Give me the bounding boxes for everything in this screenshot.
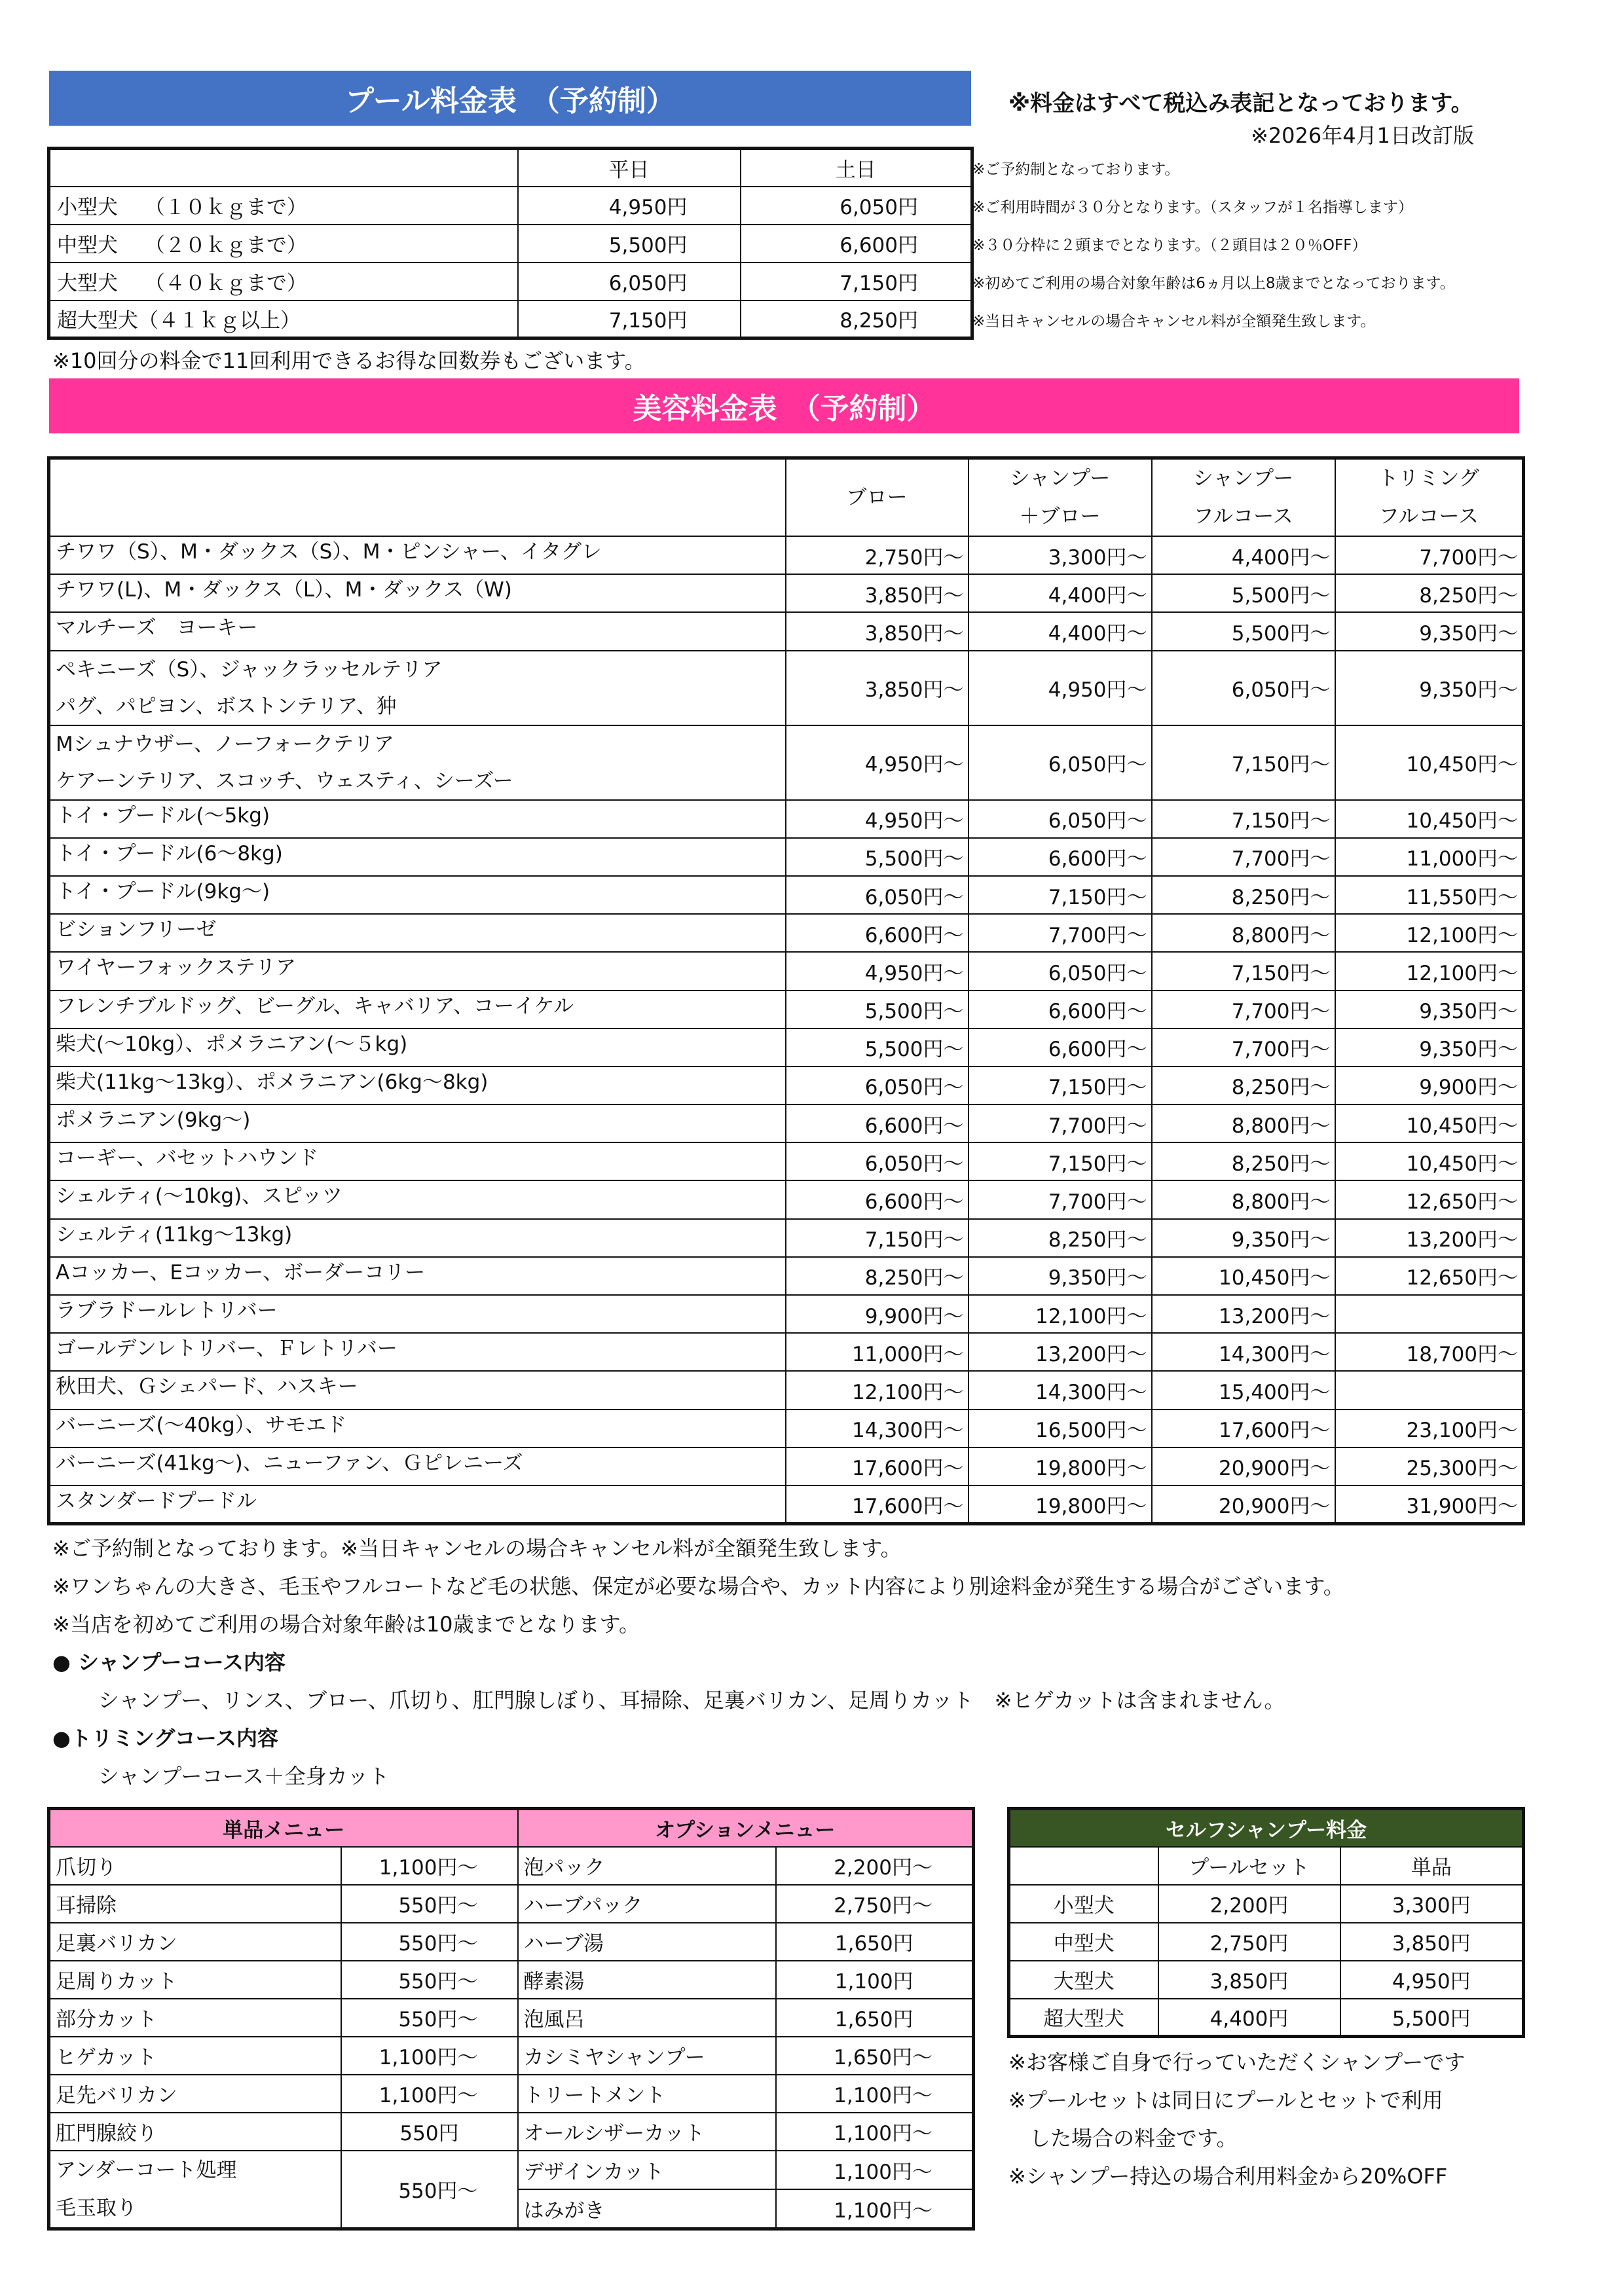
price-blow: 4,950円～ [786,800,969,838]
self-size: 大型犬 [1009,1961,1158,1999]
breed-line: シェルティ(11kg～13kg) [56,1222,293,1247]
breed-name [49,876,786,914]
grooming-row [49,1295,1524,1333]
price-trim-full: 25,300円～ [1335,1448,1524,1485]
option-item-price: 1,100円～ [776,2075,974,2113]
single-item-name-line: アンダーコート処理 [56,2158,237,2182]
price-shampoo-full: 17,600円～ [1152,1410,1335,1448]
menu-row [49,2151,974,2190]
grooming-row [49,1371,1524,1409]
price-shampoo-blow: 4,950円～ [969,651,1152,725]
breed-line: マルチーズ ヨーキー [56,616,258,640]
grooming-header-row [49,458,1524,537]
pool-weekday-price: 7,150円 [518,301,741,338]
price-trim-full [1335,1295,1524,1333]
price-shampoo-full: 20,900円～ [1152,1448,1335,1485]
price-shampoo-full: 8,800円～ [1152,1180,1335,1218]
price-shampoo-blow: 12,100円～ [969,1295,1152,1333]
price-shampoo-blow: 6,600円～ [969,838,1152,876]
price-shampoo-full: 14,300円～ [1152,1333,1335,1371]
price-shampoo-blow: 6,050円～ [969,952,1152,990]
self-shampoo-note: ※プールセットは同日にプールとセットで利用 [1008,2088,1443,2113]
revision-note: ※2026年4月1日改訂版 [1251,123,1474,148]
price-blow: 3,850円～ [786,651,969,725]
grooming-row [49,800,1524,838]
option-item-price: 1,100円 [776,1961,974,1999]
price-trim-full: 23,100円～ [1335,1410,1524,1448]
price-trim-full: 8,250円～ [1335,574,1524,612]
price-trim-full: 12,100円～ [1335,952,1524,990]
price-trim-full: 12,100円～ [1335,914,1524,952]
breed-name [49,991,786,1029]
price-shampoo-full: 7,700円～ [1152,1029,1335,1066]
grooming-row [49,1029,1524,1066]
price-blow: 3,850円～ [786,612,969,650]
self-col-blank [1009,1847,1158,1885]
self-shampoo-table [1007,1807,1525,2038]
breed-name [49,1448,786,1485]
single-item-price: 550円～ [341,2151,518,2229]
grooming-row [49,725,1524,800]
pool-weekend-price: 6,050円 [741,187,972,225]
self-single-price: 3,850円 [1340,1923,1524,1961]
grooming-row [49,914,1524,952]
price-shampoo-full: 5,500円～ [1152,574,1335,612]
price-shampoo-full: 8,250円～ [1152,876,1335,914]
breed-line: ポメラニアン(9kg～) [56,1108,251,1133]
single-item-price: 550円～ [341,1885,518,1923]
pool-row [49,263,972,301]
price-shampoo-full: 20,900円～ [1152,1485,1335,1523]
breed-name [49,574,786,612]
pool-row [49,187,972,225]
price-blow: 2,750円～ [786,536,969,574]
single-item-name: 耳掃除 [49,1885,341,1923]
breed-line: チワワ（S）、M・ダックス（S）、M・ピンシャー、イタグレ [56,540,602,564]
single-item-name [49,2151,341,2229]
grooming-note: ※ご予約制となっております。※当日キャンセルの場合キャンセル料が全額発生致します。 [52,1536,902,1561]
grooming-note: ※当店を初めてご利用の場合対象年齢は10歳までとなります。 [52,1612,640,1637]
pool-size: 超大型犬（４１ｋｇ以上） [49,301,518,338]
price-blow: 8,250円～ [786,1257,969,1295]
option-item-name: トリートメント [518,2075,776,2113]
pool-title-banner [49,71,971,126]
self-size: 小型犬 [1009,1885,1158,1923]
breed-line: ゴールデンレトリバー、Ｆレトリバー [56,1337,397,1361]
pool-weekday-price: 5,500円 [518,225,741,263]
price-shampoo-blow: 9,350円～ [969,1257,1152,1295]
shampoo-course-body: シャンプー、リンス、ブロー、爪切り、肛門腺しぼり、耳掃除、足裏バリカン、足周りカット ※ヒゲカットは含まれません。 [98,1688,1285,1713]
price-shampoo-blow: 7,150円～ [969,1066,1152,1104]
price-shampoo-blow: 13,200円～ [969,1333,1152,1371]
price-shampoo-full: 7,700円～ [1152,991,1335,1029]
price-blow: 6,050円～ [786,1066,969,1104]
self-shampoo-note: した場合の料金です。 [1008,2126,1238,2151]
breed-line: フレンチブルドッグ、ビーグル、キャバリア、コーイケル [56,994,574,1018]
shampoo-course-title: ● シャンプーコース内容 [52,1650,286,1675]
price-shampoo-blow: 7,700円～ [969,914,1152,952]
breed-name [49,651,786,725]
self-col-single: 単品 [1340,1847,1524,1885]
self-col-pool-set: プールセット [1158,1847,1340,1885]
price-trim-full: 13,200円～ [1335,1219,1524,1257]
grooming-row [49,1485,1524,1523]
price-shampoo-blow: 7,150円～ [969,876,1152,914]
option-item-name: オールシザーカット [518,2113,776,2151]
breed-name [49,1142,786,1180]
single-item-price: 1,100円～ [341,1847,518,1885]
single-item-name: 足先バリカン [49,2075,341,2113]
price-blow: 9,900円～ [786,1295,969,1333]
self-single-price: 5,500円 [1340,1999,1524,2037]
price-blow: 6,600円～ [786,1104,969,1142]
price-shampoo-blow: 19,800円～ [969,1485,1152,1523]
grooming-row [49,1257,1524,1295]
breed-line: トイ・プードル(6～8kg) [56,841,283,866]
price-shampoo-blow: 6,600円～ [969,991,1152,1029]
price-trim-full: 10,450円～ [1335,800,1524,838]
price-shampoo-full: 7,150円～ [1152,725,1335,800]
price-shampoo-full: 7,150円～ [1152,800,1335,838]
grooming-row [49,838,1524,876]
breed-line: ワイヤーフォックステリア [56,956,297,980]
price-trim-full: 9,900円～ [1335,1066,1524,1104]
pool-ticket-note: ※10回分の料金で11回利用できるお得な回数券もございます。 [52,348,646,373]
option-item-price: 2,200円～ [776,1847,974,1885]
menu-row [49,2075,974,2113]
single-menu-title: 単品メニュー [49,1809,518,1847]
breed-line: Mシュナウザー、ノーフォークテリア [56,732,394,756]
breed-name [49,1066,786,1104]
grooming-header-shampoo-full: シャンプー フルコース [1152,458,1335,537]
trimming-course-body: シャンプーコース＋全身カット [98,1764,390,1789]
trimming-course-title: ●トリミングコース内容 [52,1726,279,1751]
price-shampoo-blow: 6,050円～ [969,800,1152,838]
price-blow: 5,500円～ [786,838,969,876]
pool-side-note: ※３０分枠に２頭までとなります。（２頭目は２０％OFF） [972,237,1367,254]
grooming-row [49,1410,1524,1448]
breed-line: トイ・プードル(9kg～) [56,879,270,903]
option-item-name: デザインカット [518,2151,776,2190]
breed-name [49,1257,786,1295]
breed-line: スタンダードプードル [56,1489,257,1513]
breed-name [49,800,786,838]
grooming-row [49,1219,1524,1257]
option-item-price: 1,100円～ [776,2189,974,2229]
pool-header-row [49,149,972,187]
breed-line: 柴犬(～10kg）、ポメラニアン(～５kg) [56,1032,408,1056]
option-item-name: カシミヤシャンプー [518,2037,776,2075]
breed-line: チワワ(L)、M・ダックス（L）、M・ダックス（W) [56,578,512,602]
pool-size: 中型犬 （２０ｋｇまで） [49,225,518,263]
breed-name [49,1333,786,1371]
menu-row [49,2037,974,2075]
price-shampoo-full: 9,350円～ [1152,1219,1335,1257]
menu-row [49,1999,974,2037]
self-shampoo-title: セルフシャンプー料金 [1009,1809,1524,1847]
price-shampoo-blow: 4,400円～ [969,612,1152,650]
price-shampoo-full: 15,400円～ [1152,1371,1335,1409]
price-shampoo-full: 8,250円～ [1152,1066,1335,1104]
price-trim-full: 11,000円～ [1335,838,1524,876]
pool-weekday-price: 6,050円 [518,263,741,301]
grooming-title: 美容料金表 （予約制） [633,392,936,426]
price-shampoo-full: 13,200円～ [1152,1295,1335,1333]
price-shampoo-full: 7,700円～ [1152,838,1335,876]
price-trim-full: 18,700円～ [1335,1333,1524,1371]
price-shampoo-full: 4,400円～ [1152,536,1335,574]
pool-row [49,301,972,338]
grooming-row [49,536,1524,574]
price-shampoo-full: 10,450円～ [1152,1257,1335,1295]
price-shampoo-blow: 14,300円～ [969,1371,1152,1409]
price-trim-full: 7,700円～ [1335,536,1524,574]
self-shampoo-note: ※シャンプー持込の場合利用料金から20%OFF [1008,2164,1448,2189]
option-item-name: はみがき [518,2189,776,2229]
breed-name [49,838,786,876]
menu-row [49,1923,974,1961]
grooming-row [49,952,1524,990]
grooming-price-table [47,456,1525,1525]
self-pool-set-price: 4,400円 [1158,1999,1340,2037]
price-shampoo-blow: 7,700円～ [969,1180,1152,1218]
grooming-row [49,1180,1524,1218]
menu-row [49,1961,974,1999]
breed-line: バーニーズ(41kg～)、ニューファン、Ｇピレニーズ [56,1451,523,1475]
breed-name [49,952,786,990]
pool-size: 大型犬 （４０ｋｇまで） [49,263,518,301]
price-shampoo-blow: 7,700円～ [969,1104,1152,1142]
grooming-row [49,574,1524,612]
price-shampoo-blow: 4,400円～ [969,574,1152,612]
self-size: 超大型犬 [1009,1999,1158,2037]
self-shampoo-row [1009,1961,1524,1999]
option-item-price: 1,650円 [776,1999,974,2037]
single-item-price: 1,100円～ [341,2075,518,2113]
grooming-header-trim-full: トリミング フルコース [1335,458,1524,537]
pool-header-weekday: 平日 [518,149,741,187]
breed-name [49,725,786,800]
price-shampoo-full: 6,050円～ [1152,651,1335,725]
pool-weekday-price: 4,950円 [518,187,741,225]
self-pool-set-price: 2,200円 [1158,1885,1340,1923]
grooming-title-banner [49,378,1519,433]
option-item-name: 泡パック [518,1847,776,1885]
price-shampoo-blow: 19,800円～ [969,1448,1152,1485]
breed-line: 秋田犬、Ｇシェパード、ハスキー [56,1375,358,1399]
grooming-row [49,1333,1524,1371]
price-shampoo-full: 7,150円～ [1152,952,1335,990]
breed-line: 柴犬(11kg～13kg）、ポメラニアン(6kg～8kg) [56,1070,489,1094]
breed-line: コーギー、バセットハウンド [56,1146,319,1171]
self-single-price: 3,300円 [1340,1885,1524,1923]
breed-name [49,1029,786,1066]
grooming-row [49,1104,1524,1142]
price-blow: 4,950円～ [786,952,969,990]
breed-line: トイ・プードル(～5kg) [56,803,270,828]
self-pool-set-price: 3,850円 [1158,1961,1340,1999]
menu-header-row [49,1809,974,1847]
price-blow: 11,000円～ [786,1333,969,1371]
price-blow: 5,500円～ [786,1029,969,1066]
price-shampoo-blow: 7,150円～ [969,1142,1152,1180]
pool-header-blank [49,149,518,187]
price-blow: 14,300円～ [786,1410,969,1448]
pool-price-table [47,147,974,340]
breed-name [49,1180,786,1218]
price-blow: 6,600円～ [786,914,969,952]
price-trim-full: 9,350円～ [1335,651,1524,725]
breed-line: パグ、パピヨン、ボストンテリア、狆 [56,694,397,718]
price-trim-full: 9,350円～ [1335,991,1524,1029]
price-blow: 3,850円～ [786,574,969,612]
single-item-name: 足裏バリカン [49,1923,341,1961]
price-trim-full: 12,650円～ [1335,1180,1524,1218]
price-blow: 6,050円～ [786,1142,969,1180]
single-item-name: 爪切り [49,1847,341,1885]
price-trim-full: 9,350円～ [1335,1029,1524,1066]
grooming-note: ※ワンちゃんの大きさ、毛玉やフルコートなど毛の状態、保定が必要な場合や、カット内容により別途料金が発生する場合がございます。 [52,1574,1344,1599]
grooming-header-blank [49,458,786,537]
price-trim-full: 12,650円～ [1335,1257,1524,1295]
breed-name [49,914,786,952]
pool-header-weekend: 土日 [741,149,972,187]
price-shampoo-full: 8,250円～ [1152,1142,1335,1180]
price-trim-full: 10,450円～ [1335,1104,1524,1142]
option-menu-title: オプションメニュー [518,1809,974,1847]
pool-weekend-price: 8,250円 [741,301,972,338]
breed-line: バーニーズ(～40kg）、サモエド [56,1413,347,1437]
breed-line: ペキニーズ（S）、ジャックラッセルテリア [56,657,443,682]
single-item-name: ヒゲカット [49,2037,341,2075]
price-blow: 6,600円～ [786,1180,969,1218]
grooming-row [49,651,1524,725]
price-shampoo-blow: 8,250円～ [969,1219,1152,1257]
single-item-price: 550円 [341,2113,518,2151]
self-size: 中型犬 [1009,1923,1158,1961]
price-blow: 5,500円～ [786,991,969,1029]
price-trim-full [1335,1371,1524,1409]
single-item-name: 部分カット [49,1999,341,2037]
breed-line: シェルティ(～10kg)、スピッツ [56,1184,342,1209]
breed-line: ケアーンテリア、スコッチ、ウェスティ、シーズー [56,769,513,793]
price-trim-full: 9,350円～ [1335,612,1524,650]
price-blow: 17,600円～ [786,1485,969,1523]
price-trim-full: 31,900円～ [1335,1485,1524,1523]
single-item-name-line: 毛玉取り [56,2196,137,2220]
menu-row [49,1885,974,1923]
price-blow: 7,150円～ [786,1219,969,1257]
price-shampoo-full: 8,800円～ [1152,1104,1335,1142]
grooming-row [49,612,1524,650]
single-item-name: 肛門腺絞り [49,2113,341,2151]
grooming-header-shampoo-blow: シャンプー ＋ブロー [969,458,1152,537]
option-item-price: 1,100円～ [776,2151,974,2190]
price-shampoo-blow: 6,050円～ [969,725,1152,800]
pool-title: プール料金表 （予約制） [345,84,675,118]
price-trim-full: 10,450円～ [1335,725,1524,800]
single-item-price: 550円～ [341,1999,518,2037]
breed-name [49,612,786,650]
pool-weekend-price: 7,150円 [741,263,972,301]
self-pool-set-price: 2,750円 [1158,1923,1340,1961]
option-item-price: 1,650円～ [776,2037,974,2075]
price-blow: 12,100円～ [786,1371,969,1409]
pool-side-note: ※初めてご利用の場合対象年齢は6ヵ月以上8歳までとなっております。 [972,275,1455,292]
self-shampoo-header [1009,1809,1524,1847]
menu-row [49,2113,974,2151]
breed-name [49,1485,786,1523]
price-blow: 17,600円～ [786,1448,969,1485]
price-shampoo-blow: 16,500円～ [969,1410,1152,1448]
option-item-price: 1,650円 [776,1923,974,1961]
breed-name [49,1295,786,1333]
self-shampoo-note: ※お客様ご自身で行っていただくシャンプーです [1008,2050,1466,2075]
self-shampoo-row [1009,1885,1524,1923]
price-shampoo-blow: 6,600円～ [969,1029,1152,1066]
breed-line: ラブラドールレトリバー [56,1299,278,1322]
single-item-price: 1,100円～ [341,2037,518,2075]
pool-side-note: ※ご利用時間が３０分となります。（スタッフが１名指導します） [972,199,1413,216]
price-blow: 4,950円～ [786,725,969,800]
option-item-name: ハーブ湯 [518,1923,776,1961]
grooming-row [49,1142,1524,1180]
breed-name [49,536,786,574]
price-trim-full: 11,550円～ [1335,876,1524,914]
grooming-row [49,1066,1524,1104]
grooming-row [49,1448,1524,1485]
price-shampoo-blow: 3,300円～ [969,536,1152,574]
breed-name [49,1410,786,1448]
pool-side-note: ※当日キャンセルの場合キャンセル料が全額発生致します。 [972,313,1376,330]
pool-weekend-price: 6,600円 [741,225,972,263]
grooming-row [49,876,1524,914]
single-item-price: 550円～ [341,1961,518,1999]
single-item-name: 足周りカット [49,1961,341,1999]
breed-name [49,1104,786,1142]
grooming-row [49,991,1524,1029]
grooming-header-blow: ブロー [786,458,969,537]
breed-name [49,1219,786,1257]
menu-row [49,1847,974,1885]
option-item-name: ハーブパック [518,1885,776,1923]
option-item-price: 2,750円～ [776,1885,974,1923]
breed-line: ビションフリーゼ [56,918,217,942]
price-blow: 6,050円～ [786,876,969,914]
menu-table [47,1807,975,2231]
pool-size: 小型犬 （１０ｋｇまで） [49,187,518,225]
price-shampoo-full: 8,800円～ [1152,914,1335,952]
single-item-price: 550円～ [341,1923,518,1961]
self-single-price: 4,950円 [1340,1961,1524,1999]
self-shampoo-row [1009,1999,1524,2037]
breed-line: Aコッカー、Eコッカー、ボーダーコリー [56,1260,426,1285]
pool-row [49,225,972,263]
tax-note: ※料金はすべて税込み表記となっております。 [1008,90,1473,117]
option-item-price: 1,100円～ [776,2113,974,2151]
breed-name [49,1371,786,1409]
price-shampoo-full: 5,500円～ [1152,612,1335,650]
option-item-name: 泡風呂 [518,1999,776,2037]
option-item-name: 酵素湯 [518,1961,776,1999]
self-shampoo-column-row [1009,1847,1524,1885]
self-shampoo-row [1009,1923,1524,1961]
pool-side-note: ※ご予約制となっております。 [972,161,1180,178]
price-trim-full: 10,450円～ [1335,1142,1524,1180]
